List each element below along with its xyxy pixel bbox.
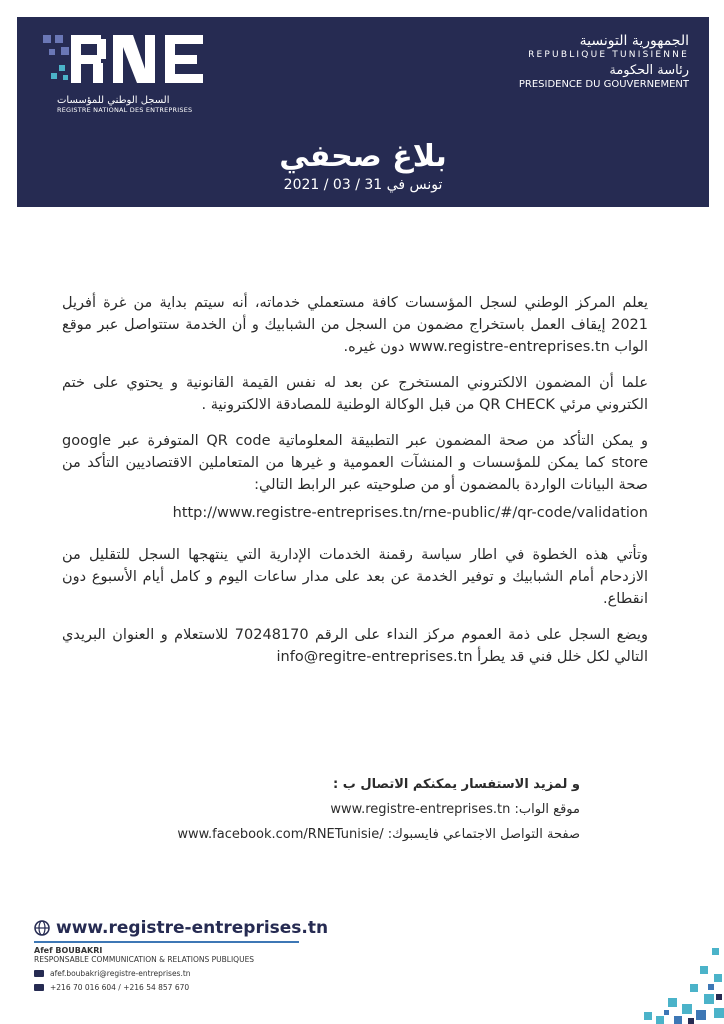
presidency-arabic: رئاسة الحكومة [609,63,689,78]
press-release-title: بلاغ صحفي [279,139,447,174]
dateline: تونس في 31 / 03 / 2021 [283,177,443,193]
contact-section [140,772,580,847]
footer-website[interactable]: www.registre-entreprises.tn [56,918,329,938]
footer-contact-role: RESPONSABLE COMMUNICATION & RELATIONS PUBLIQUES [34,954,255,964]
globe-icon [34,920,50,936]
footer-divider [34,941,299,943]
footer-phone-row [34,983,334,992]
republic-block [489,33,689,90]
logo-subtitle-french: REGISTRE NATIONAL DES ENTREPRISES [57,106,193,114]
paragraph-5: ويضع السجل على ذمة العموم مركز النداء على الرقم 70248170 للاستعلام و العنوان البريدي التالي لكل خلل فني قد يطرأ info@regitre-entreprises.tn [62,627,648,665]
paragraph-4: وتأتي هذه الخطوة في اطار سياسة رقمنة الخدمات الإدارية التي ينتهجها السجل للتقليل من الازدحام أمام الشبابيك و توفير الخدمة عن بعد على مدار ساعات اليوم و كامل أيام الأسبوع دون انقطاع. [62,547,648,607]
paragraph-2: علما أن المضمون الالكتروني المستخرج عن بعد له نفس القيمة القانونية و يحتوي على ختم الكتروني مرئي QR CHECK من قبل الوكالة الوطنية للمصادقة الالكترونية . [62,375,648,413]
footer-contact-card [34,918,334,992]
email-icon [34,970,44,977]
republic-arabic: الجمهورية التونسية [579,33,689,49]
footer-email-row[interactable] [34,969,334,978]
footer-website-row[interactable] [34,918,334,938]
presidency-french: PRESIDENCE DU GOUVERNEMENT [518,79,689,90]
footer-phones: +216 70 016 604 / +216 54 857 670 [50,982,190,992]
header-banner [17,17,709,207]
contact-website[interactable]: موقع الواب: www.registre-entreprises.tn [330,802,580,817]
press-release-body [62,292,648,682]
pixel-pattern-icon [604,944,724,1024]
contact-facebook[interactable]: صفحة التواصل الاجتماعي فايسبوك: /www.facebook.com/RNETunisie [177,827,580,842]
footer-email[interactable]: afef.boubakri@registre-entreprises.tn [50,968,191,978]
phone-icon [34,984,44,991]
paragraph-1: يعلم المركز الوطني لسجل المؤسسات كافة مستعملي خدماته، أنه سيتم بداية من غرة أفريل 2021 إيقاف العمل باستخراج مضمون من السجل من الشبابيك و أن الخدمة ستتواصل عبر موقع الواب www.registre-entreprises.tn دون غيره. [62,295,648,355]
footer-contact-name: Afef BOUBAKRI [34,945,103,955]
republic-french: REPUBLIQUE TUNISIENNE [528,50,689,60]
paragraph-3: و يمكن التأكد من صحة المضمون عبر التطبيقة المعلوماتية QR code المتوفرة عبر google store كما يمكن للمؤسسات و المنشآت العمومية و غيرها من المتعاملين الاقتصاديين التأكد من صحة البيانات الواردة بالمضمون أو من صلوحيته عبر الرابط التالي: [62,433,648,493]
logo-subtitle-arabic: السجل الوطني للمؤسسات [57,95,170,106]
validation-url-link[interactable]: http://www.registre-entreprises.tn/rne-public/#/qr-code/validation [172,505,648,521]
contact-heading: و لمزيد الاستفسار يمكنكم الاتصال ب : [333,777,580,792]
